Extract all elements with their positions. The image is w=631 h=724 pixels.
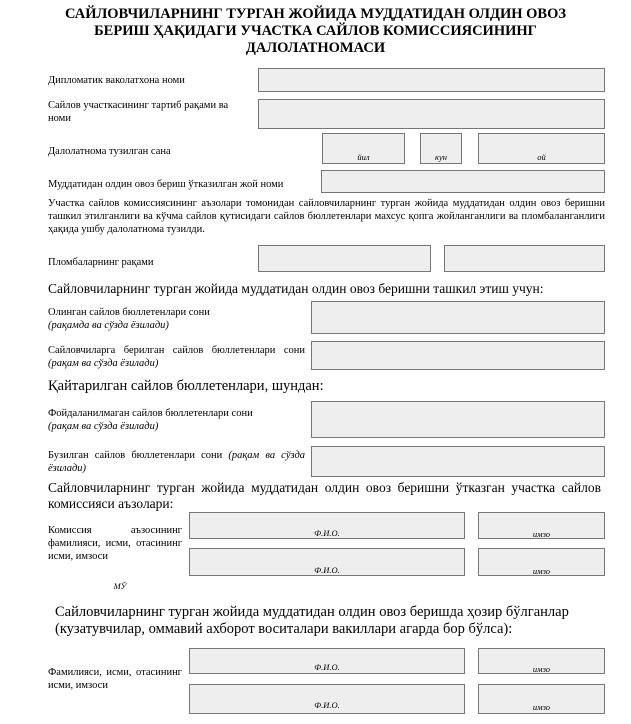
present-1-fio-caption: Ф.И.О. (314, 662, 340, 672)
given-hint: (рақам ва сўзда ёзилади) (48, 358, 159, 369)
present-2-signature-caption: имзо (532, 702, 551, 712)
seals-label: Пломбаларнинг рақами (48, 257, 154, 268)
present-2-fio-caption: Ф.И.О. (314, 700, 340, 710)
date-label: Далолатнома тузилган сана (48, 146, 171, 157)
given-label-text: Сайловчиларга берилган сайлов бюллетенлари сони (48, 345, 305, 356)
spoiled-label-text: Бузилган сайлов бюллетенлари сони (48, 450, 223, 461)
present-heading (55, 604, 605, 638)
precinct-field[interactable] (258, 99, 605, 129)
precinct-label: Сайлов участкасининг тартиб рақами ва номи (48, 100, 229, 124)
received-field[interactable] (311, 301, 605, 334)
statement-text: Участка сайлов комиссиясининг аъзолари томонидан сайловчиларнинг турган жойида муддатидан олдин овоз беришни ташкил этилганлиги ва кўчма сайлов қутисидаги сайлов бюллетенлари махсус қопга жойланганлиги ва пломбаланганлиги ҳақида ушбу далолатнома тузилди. (48, 198, 605, 235)
spoiled-hint: (рақам ва сўзда ёзилади) (48, 450, 306, 474)
present-label: Фамилияси, исми, отасининг исми, имзоси (48, 667, 182, 691)
received-label-text: Олинган сайлов бюллетенлари сони (48, 307, 210, 318)
present-1-signature-caption: имзо (532, 664, 551, 674)
unused-hint: (рақам ва сўзда ёзилади) (48, 421, 159, 432)
title-line-2: БЕРИШ ҲАҚИДАГИ УЧАСТКА САЙЛОВ КОМИССИЯСИНИНГ (94, 23, 537, 39)
title-line-3: ДАЛОЛАТНОМАСИ (245, 40, 386, 56)
spoiled-label (48, 449, 305, 475)
date-day-caption: кун (435, 152, 447, 162)
place-label: Муддатидан олдин овоз бериш ўтказилган жой номи (48, 179, 284, 190)
member-2-fio-caption: Ф.И.О. (314, 565, 340, 575)
embassy-field[interactable] (258, 68, 605, 92)
member-1-signature-caption: имзо (532, 529, 551, 539)
members-label: Комиссия аъзосининг фамилияси, исми, отасининг исми, имзоси (48, 525, 182, 562)
members-heading: Сайловчиларнинг турган жойида муддатидан олдин овоз беришни ўтказган участка сайлов комиссияси аъзолари: (48, 480, 601, 511)
present-heading-line-2: (кузатувчилар, оммавий ахборот воситалари вакиллари агарда бор бўлса): (55, 621, 513, 637)
received-label (48, 306, 305, 332)
embassy-label: Дипломатик ваколатхона номи (48, 75, 185, 86)
title-line-1: САЙЛОВЧИЛАРНИНГ ТУРГАН ЖОЙИДА МУДДАТИДАН ОЛДИН ОВОЗ (64, 6, 567, 22)
unused-label-text: Фойдаланилмаган сайлов бюллетенлари сони (48, 408, 253, 419)
date-month-caption: ой (537, 152, 546, 162)
organize-heading: Сайловчиларнинг турган жойида муддатидан олдин овоз беришни ташкил этиш учун: (48, 281, 544, 296)
seal-number-field-2[interactable] (444, 245, 605, 272)
given-field[interactable] (311, 341, 605, 370)
returned-heading: Қайтарилган сайлов бюллетенлари, шундан: (48, 378, 324, 394)
seal-number-field-1[interactable] (258, 245, 431, 272)
document-title (30, 6, 601, 57)
spoiled-field[interactable] (311, 446, 605, 477)
member-1-fio-caption: Ф.И.О. (314, 528, 340, 538)
place-field[interactable] (321, 170, 605, 193)
date-year-caption: йил (357, 152, 370, 162)
member-2-signature-caption: имзо (532, 566, 551, 576)
present-heading-line-1: Сайловчиларнинг турган жойида муддатидан олдин овоз беришда ҳозир бўлганлар (55, 604, 569, 620)
given-label (48, 344, 305, 370)
unused-label (48, 407, 305, 433)
received-hint: (рақамда ва сўзда ёзилади) (48, 320, 169, 331)
stamp-place-label: МЎ (113, 581, 127, 591)
unused-field[interactable] (311, 401, 605, 438)
